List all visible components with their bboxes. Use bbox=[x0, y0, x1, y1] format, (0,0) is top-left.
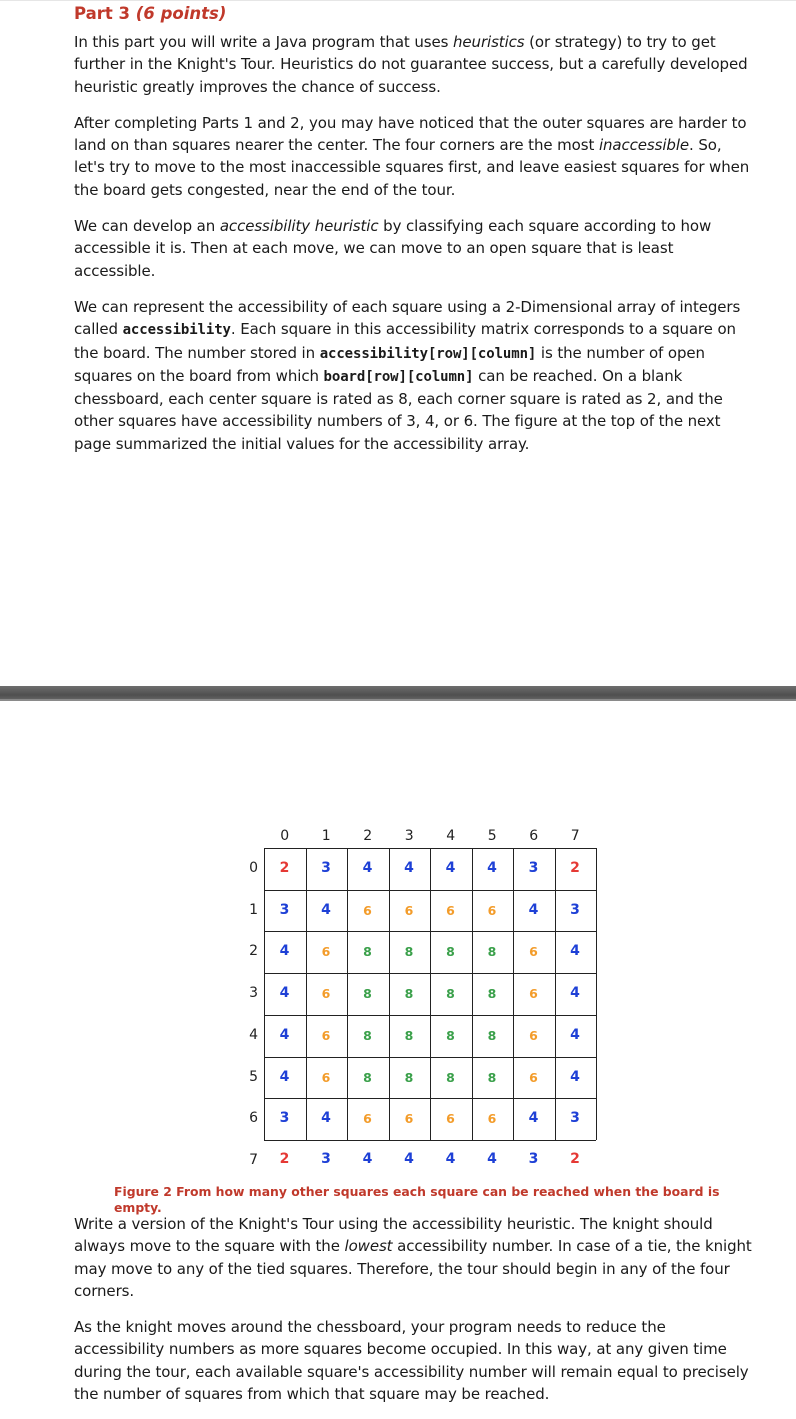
row-label: 7 bbox=[249, 1151, 258, 1168]
grid-cell: 4 bbox=[279, 1026, 290, 1043]
row-label: 6 bbox=[249, 1110, 258, 1127]
text-run: After completing Parts 1 and 2, you may have noticed that the outer squares are harder to land on than squares nearer the center. The four corners are the most bbox=[74, 113, 747, 155]
grid-cell: 8 bbox=[404, 1069, 414, 1085]
emphasis-accessibility-heuristic: accessibility heuristic bbox=[219, 217, 379, 236]
column-label: 5 bbox=[487, 828, 497, 844]
grid-cell: 6 bbox=[321, 1027, 331, 1043]
grid-cell: 8 bbox=[363, 1027, 372, 1043]
text-run: accessibility number. In case of a tie, the knight may move to any of the tied squares. Therefore, the tour should begin in any of the four corners. bbox=[74, 1237, 752, 1300]
grid-cell: 4 bbox=[445, 860, 456, 876]
grid-cell: 4 bbox=[528, 901, 539, 918]
grid-vertical-line bbox=[596, 848, 597, 1140]
row-label: 3 bbox=[249, 985, 258, 1002]
column-label: 7 bbox=[570, 828, 580, 844]
text-run: . Each square in this accessibility matrix corresponds to a square on the board. The number stored in bbox=[74, 320, 736, 362]
paragraph-accessibility-heuristic bbox=[74, 215, 754, 282]
grid-cell: 4 bbox=[279, 985, 290, 1002]
grid-cell: 4 bbox=[528, 1110, 539, 1127]
grid-cell: 3 bbox=[279, 1110, 290, 1127]
code-accessibility-row-column: accessibility[row][column] bbox=[319, 345, 537, 362]
grid-cell: 6 bbox=[446, 1111, 455, 1127]
grid-cell: 8 bbox=[404, 944, 414, 960]
grid-cell: 8 bbox=[446, 1069, 455, 1085]
row-label: 5 bbox=[249, 1068, 258, 1085]
page-2-content bbox=[74, 1213, 754, 1419]
grid-cell: 4 bbox=[570, 1026, 580, 1043]
emphasis-heuristics: heuristics bbox=[453, 33, 525, 51]
grid-cell: 8 bbox=[487, 986, 497, 1002]
grid-cell: 2 bbox=[279, 1150, 290, 1167]
grid-cell: 3 bbox=[528, 860, 539, 876]
text-run: . So, let's try to move to the most inaccessible squares first, and leave easiest squares for when the board gets congested, near the end of the tour. bbox=[74, 136, 750, 199]
text-run: by classifying each square according to how accessible it is. Then at each move, we can move to an open square that is least accessible. bbox=[74, 217, 712, 280]
code-accessibility: accessibility bbox=[122, 322, 231, 339]
grid-cell: 6 bbox=[321, 986, 331, 1002]
grid-cell: 8 bbox=[487, 1027, 497, 1043]
grid-cell: 3 bbox=[570, 1110, 580, 1127]
grid-cell: 8 bbox=[404, 986, 414, 1002]
grid-cell: 6 bbox=[487, 1111, 497, 1127]
paragraph-accessibility-array bbox=[74, 296, 754, 455]
grid-cell: 3 bbox=[528, 1150, 539, 1167]
code-board-row-column: board[row][column] bbox=[323, 368, 474, 385]
grid-cell: 3 bbox=[321, 860, 331, 876]
grid-cell: 4 bbox=[570, 1068, 580, 1085]
grid-cell: 2 bbox=[570, 1150, 580, 1167]
column-label: 6 bbox=[529, 828, 539, 844]
grid-cell: 2 bbox=[279, 860, 290, 876]
section-points: (6 points) bbox=[135, 4, 227, 23]
grid-cell: 4 bbox=[279, 943, 290, 960]
grid-cell: 4 bbox=[404, 1150, 414, 1167]
row-label: 4 bbox=[249, 1026, 258, 1043]
grid-cell: 6 bbox=[529, 986, 538, 1002]
grid-cell: 4 bbox=[362, 860, 373, 876]
grid-cell: 8 bbox=[487, 1069, 497, 1085]
grid-cell: 6 bbox=[363, 1111, 372, 1127]
grid-cell: 8 bbox=[446, 1027, 455, 1043]
paragraph-reduce-accessibility bbox=[74, 1316, 754, 1405]
column-label: 1 bbox=[321, 828, 331, 844]
grid-cell: 8 bbox=[446, 986, 455, 1002]
paragraph-heuristics bbox=[74, 31, 754, 98]
grid-cell: 6 bbox=[321, 944, 331, 960]
grid-cell: 4 bbox=[487, 860, 497, 876]
grid-cell: 8 bbox=[363, 986, 372, 1002]
grid-cell: 4 bbox=[279, 1068, 290, 1085]
paragraph-write-version bbox=[74, 1213, 754, 1302]
grid-cell: 6 bbox=[529, 944, 538, 960]
grid-cell: 8 bbox=[487, 944, 497, 960]
grid-cell: 4 bbox=[362, 1150, 373, 1167]
column-label: 0 bbox=[280, 828, 290, 844]
grid-cell: 4 bbox=[570, 985, 580, 1002]
emphasis-lowest: lowest bbox=[344, 1237, 393, 1256]
section-heading bbox=[74, 3, 754, 25]
grid-cell: 6 bbox=[321, 1069, 331, 1085]
figure-caption: Figure 2 From how many other squares each square can be reached when the board is empty. bbox=[114, 1184, 720, 1215]
grid-cell: 6 bbox=[529, 1069, 538, 1085]
grid-cell: 8 bbox=[363, 944, 372, 960]
page-break-bar bbox=[0, 686, 796, 701]
grid-cell: 4 bbox=[404, 860, 414, 876]
page-1-content bbox=[74, 3, 754, 469]
grid-cell: 6 bbox=[446, 902, 455, 918]
section-title: Part 3 bbox=[74, 4, 131, 23]
text-run: is the number of open squares on the board from which bbox=[74, 343, 705, 385]
grid-cell: 4 bbox=[487, 1150, 497, 1167]
column-label: 4 bbox=[446, 828, 456, 844]
column-label: 2 bbox=[363, 828, 373, 844]
grid-cell: 8 bbox=[446, 944, 455, 960]
text-run: Write a version of the Knight's Tour using the accessibility heuristic. The knight should always move to the square with the bbox=[74, 1215, 713, 1256]
grid-cell: 4 bbox=[445, 1150, 456, 1167]
grid-cell: 3 bbox=[321, 1150, 331, 1167]
column-label: 3 bbox=[404, 828, 414, 844]
grid-cell: 3 bbox=[570, 901, 580, 918]
text-run: In this part you will write a Java program that uses bbox=[74, 33, 453, 51]
row-label: 2 bbox=[249, 943, 258, 960]
text-run: As the knight moves around the chessboard, your program needs to reduce the accessibility numbers as more squares become occupied. In this way, at any given time during the tour, each available square's accessibility number will remain equal to precisely the number of squares from which that square may be reached. bbox=[74, 1318, 749, 1404]
grid-cell: 4 bbox=[321, 901, 331, 918]
grid-cell: 4 bbox=[570, 943, 580, 960]
grid-cell: 8 bbox=[363, 1069, 372, 1085]
text-run: (or strategy) to try to get further in the Knight's Tour. Heuristics do not guarantee success, but a carefully developed heuristic greatly improves the chance of success. bbox=[74, 33, 748, 96]
text-run: We can represent the accessibility of each square using a 2-Dimensional array of integers called bbox=[74, 297, 741, 339]
grid-cell: 2 bbox=[570, 860, 580, 876]
row-label: 0 bbox=[249, 860, 258, 876]
grid-cell: 8 bbox=[404, 1027, 414, 1043]
text-run: We can develop an bbox=[74, 217, 220, 236]
grid-cell: 6 bbox=[529, 1027, 538, 1043]
row-label: 1 bbox=[249, 901, 258, 918]
top-rule bbox=[0, 0, 796, 1]
text-run: can be reached. On a blank chessboard, each center square is rated as 8, each corner square is rated as 2, and the other squares have accessibility numbers of 3, 4, or 6. The figure at the top of the next page summarized the initial values for the accessibility array. bbox=[74, 366, 723, 453]
grid-cell: 3 bbox=[279, 901, 290, 918]
grid-cell: 6 bbox=[404, 902, 414, 918]
emphasis-inaccessible: inaccessible bbox=[598, 136, 690, 155]
grid-cell: 6 bbox=[363, 902, 372, 918]
grid-cell: 4 bbox=[321, 1110, 331, 1127]
grid-cell: 6 bbox=[487, 902, 497, 918]
grid-cell: 6 bbox=[404, 1111, 414, 1127]
paragraph-inaccessible bbox=[74, 112, 754, 201]
